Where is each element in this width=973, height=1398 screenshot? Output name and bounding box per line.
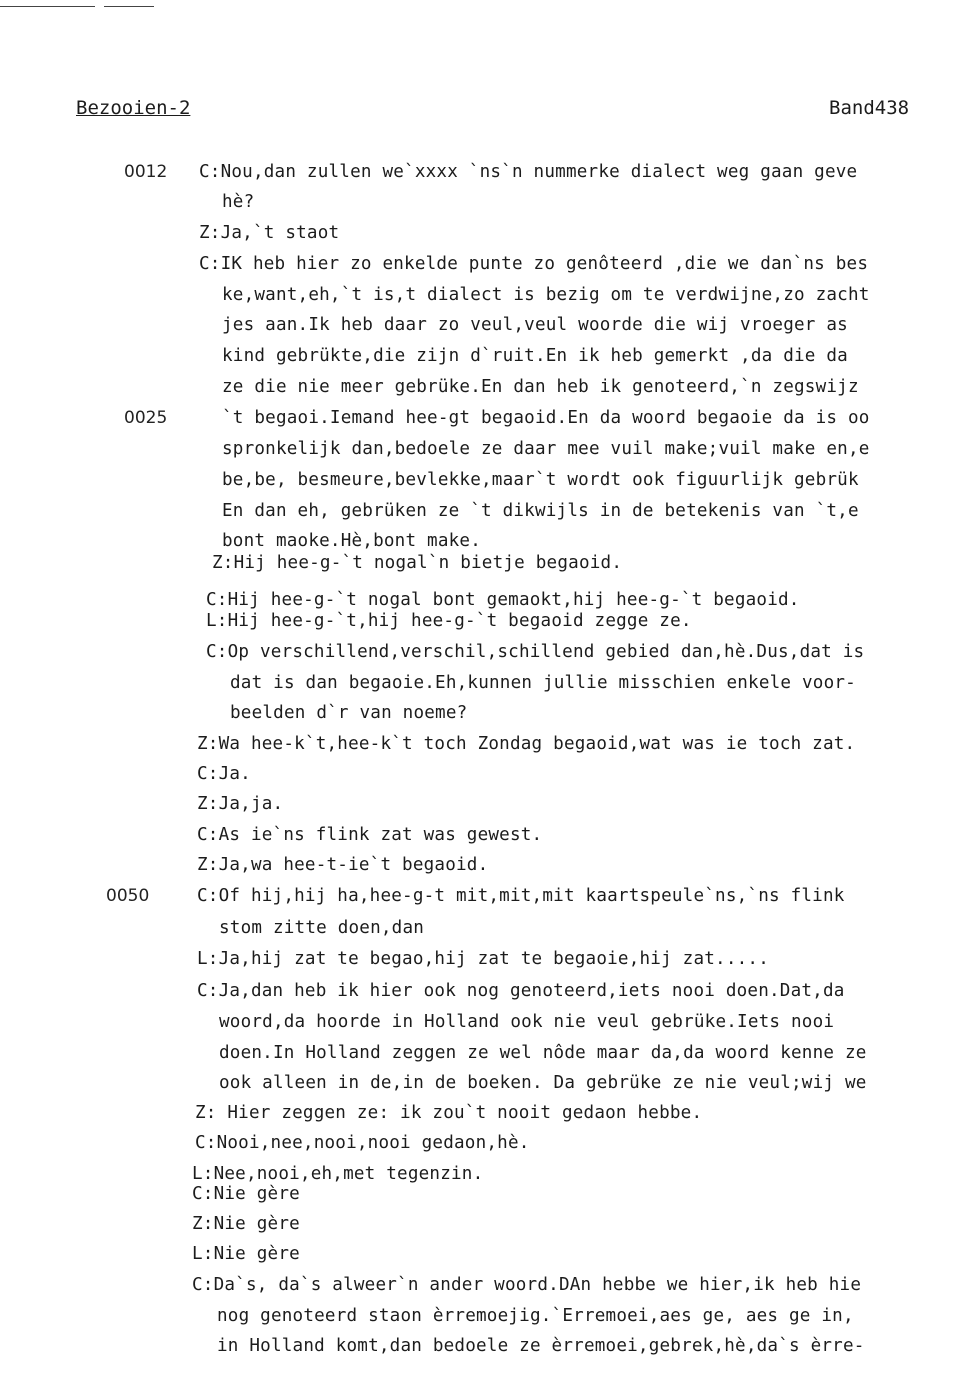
top-rule-short [104,6,154,7]
transcript-line: spronkelijk dan,bedoele ze daar mee vuil make;vuil make en,e [222,439,870,459]
transcript-line: jes aan.Ik heb daar zo veul,veul woorde die wij vroeger as [222,315,848,335]
transcript-line: nog genoteerd staon èrremoejig.`Erremoei,aes ge, aes ge in, [217,1306,854,1326]
transcript-line: doen.In Holland zeggen ze wel nôde maar da,da woord kenne ze [219,1043,867,1063]
transcript-line: in Holland komt,dan bedoele ze èrremoei,gebrek,hè,da`s èrre- [217,1336,865,1356]
transcript-line: L:Ja,hij zat te begao,hij zat te begaoie,hij zat..... [197,949,769,969]
transcript-line: C:Ja,dan heb ik hier ook nog genoteerd,iets nooi doen.Dat,da [197,981,845,1001]
transcript-line: stom zitte doen,dan [219,918,425,938]
transcript-line: L:Nee,nooi,eh,met tegenzin. [192,1164,484,1184]
transcript-line: dat is dan begaoie.Eh,kunnen jullie misschien enkele voor- [230,673,856,693]
transcript-line: C:Ja. [197,764,251,784]
transcript-line: Z:Ja,wa hee-t-ie`t begaoid. [197,855,489,875]
transcript-line: Z:Ja,`t staot [199,223,340,243]
transcript-line: woord,da hoorde in Holland ook nie veul gebrüke.Iets nooi [219,1012,835,1032]
timecode: 0050 [106,886,150,906]
band-number: Band438 [829,97,910,119]
transcript-line: C:IK heb hier zo enkelde punte zo genôteerd ,die we dan`ns bes [199,254,869,274]
transcript-line: hè? [222,192,255,212]
transcript-line: C:Nou,dan zullen we`xxxx `ns`n nummerke dialect weg gaan geve [199,162,858,182]
transcript-line: ke,want,eh,`t is,t dialect is bezig om te verdwijne,zo zacht [222,285,870,305]
transcript-line: bont maoke.Hè,bont make. [222,531,482,551]
transcript-line: Z:Ja,ja. [197,794,284,814]
transcript-line: Z:Wa hee-k`t,hee-k`t toch Zondag begaoid,wat was ie toch zat. [197,734,856,754]
transcript-line: C:As ie`ns flink zat was gewest. [197,825,543,845]
transcript-line: beelden d`r van noeme? [230,703,468,723]
transcript-line: `t begaoi.Iemand hee-gt begaoid.En da woord begaoie da is oo [222,408,870,428]
transcript-line: C:Da`s, da`s alweer`n ander woord.DAn hebbe we hier,ik heb hie [192,1275,862,1295]
transcript-line: ook alleen in de,in de boeken. Da gebrüke ze nie veul;wij we [219,1073,867,1093]
transcript-line: kind gebrükte,die zijn d`ruit.En ik heb gemerkt ,da die da [222,346,848,366]
timecode: 0025 [124,408,168,428]
transcript-line: ze die nie meer gebrüke.En dan heb ik genoteerd,`n zegswijz [222,377,859,397]
transcript-line: C:Nie gère [192,1184,300,1204]
transcript-line: Z: Hier zeggen ze: ik zou`t nooit gedaon hebbe. [195,1103,703,1123]
transcript-line: C:Op verschillend,verschil,schillend gebied dan,hè.Dus,dat is [206,642,865,662]
transcript-line: En dan eh, gebrüken ze `t dikwijls in de betekenis van `t,e [222,501,859,521]
transcript-line: C:Of hij,hij ha,hee-g-t mit,mit,mit kaartspeule`ns,`ns flink [197,886,845,906]
transcript-line: C:Nooi,nee,nooi,nooi gedaon,hè. [195,1133,530,1153]
transcript-line: Z:Nie gère [192,1214,300,1234]
transcript-line: C:Hij hee-g-`t nogal bont gemaokt,hij hee-g-`t begaoid. [206,590,800,610]
transcript-line: Z:Hij hee-g-`t nogal`n bietje begaoid. [212,553,623,573]
top-rule [0,6,95,7]
document-title: Bezooien-2 [76,97,191,119]
timecode: 0012 [124,162,168,182]
transcript-line: L:Nie gère [192,1244,300,1264]
transcript-line: be,be, besmeure,bevlekke,maar`t wordt ook figuurlijk gebrük [222,470,859,490]
transcript-line: L:Hij hee-g-`t,hij hee-g-`t begaoid zegge ze. [206,611,692,631]
